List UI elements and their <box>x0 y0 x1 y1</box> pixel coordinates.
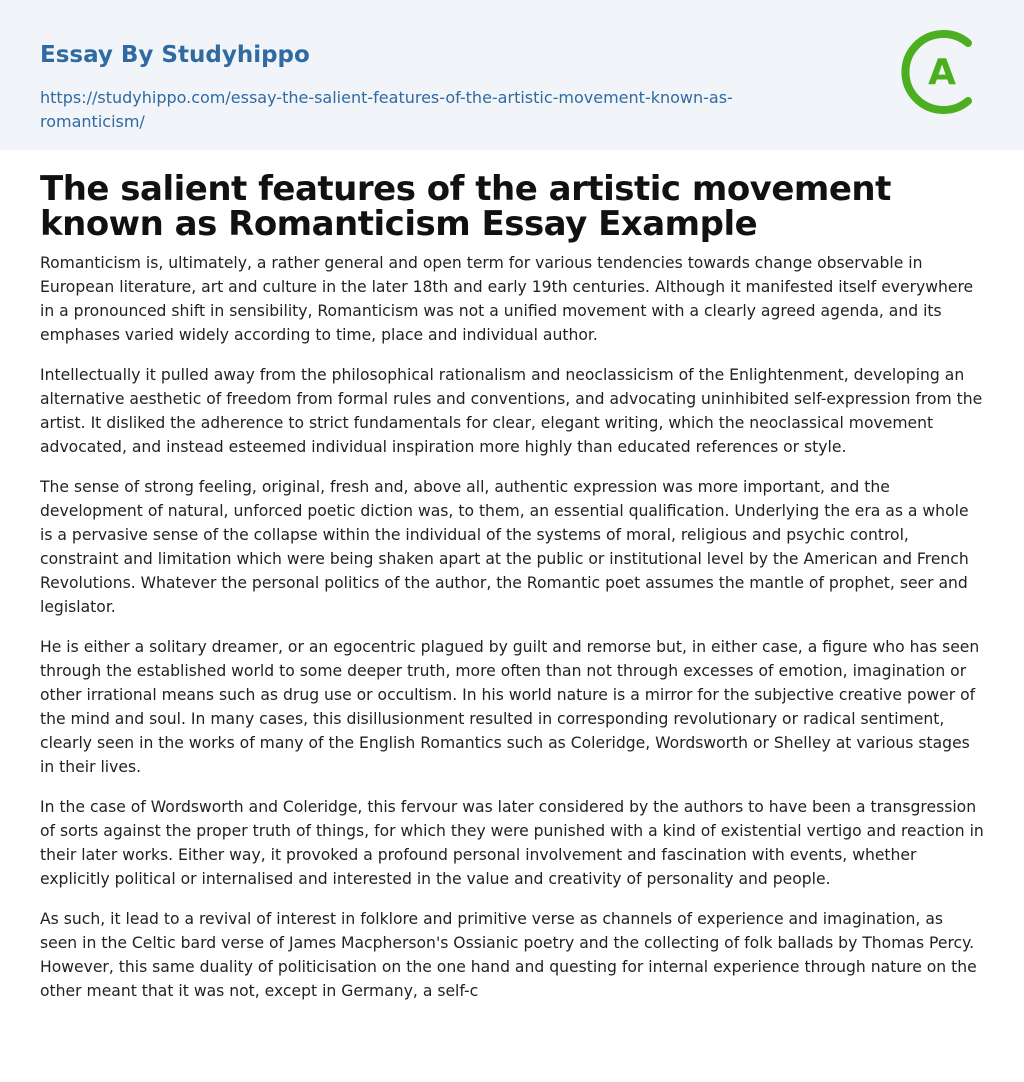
article-paragraph: As such, it lead to a revival of interest in folklore and primitive verse as channels of experience and imagination, as seen in the Celtic bard verse of James Macpherson's Ossianic poetry and the collecting of folk ballads by Thomas Percy. However, this same duality of politicisation on the one hand and questing for internal experience through nature on the other meant that it was not, except in Germany, a self-c <box>40 910 977 1000</box>
article-paragraph: The sense of strong feeling, original, fresh and, above all, authentic expression was more important, and the development of natural, unforced poetic diction was, to them, an essential qualification. Underlying the era as a whole is a pervasive sense of the collapse within the individual of the systems of moral, religious and psychic control, constraint and limitation which were being shaken apart at the public or institutional level by the American and French Revolutions. Whatever the personal politics of the author, the Romantic poet assumes the mantle of prophet, seer and legislator. <box>40 478 969 616</box>
article-title: The salient features of the artistic movement known as Romanticism Essay Example <box>40 169 891 244</box>
site-header <box>0 0 1024 150</box>
article-url-link[interactable]: https://studyhippo.com/essay-the-salient-features-of-the-artistic-movement-known-as-romanticism/ <box>40 88 733 131</box>
article-paragraph: He is either a solitary dreamer, or an egocentric plagued by guilt and remorse but, in either case, a figure who has seen through the established world to some deeper truth, more often than not through excesses of emotion, imagination or other irrational means such as drug use or occultism. In his world nature is a mirror for the subjective creative power of the mind and soul. In many cases, this disillusionment resulted in corresponding revolutionary or radical sentiment, clearly seen in the works of many of the English Romantics such as Coleridge, Wordsworth or Shelley at various stages in their lives. <box>40 638 980 776</box>
article-paragraph: In the case of Wordsworth and Coleridge, this fervour was later considered by the authors to have been a transgression of sorts against the proper truth of things, for which they were punished with a kind of existential vertigo and reaction in their later works. Either way, it provoked a profound personal involvement and fascination with events, whether explicitly political or internalised and interested in the value and creativity of personality and people. <box>40 798 984 888</box>
studyhippo-logo-icon[interactable] <box>898 28 986 116</box>
article-paragraph: Romanticism is, ultimately, a rather general and open term for various tendencies towards change observable in European literature, art and culture in the later 18th and early 19th centuries. Although it manifested itself everywhere in a pronounced shift in sensibility, Romanticism was not a unified movement with a clearly agreed agenda, and its emphases varied widely according to time, place and individual author. <box>40 254 974 344</box>
article <box>0 150 1024 1003</box>
logo-letter: A <box>928 52 956 93</box>
article-paragraph: Intellectually it pulled away from the philosophical rationalism and neoclassicism of the Enlightenment, developing an alternative aesthetic of freedom from formal rules and conventions, and advocating uninhibited self-expression from the artist. It disliked the adherence to strict fundamentals for clear, elegant writing, which the neoclassical movement advocated, and instead esteemed individual inspiration more highly than educated references or style. <box>40 366 983 456</box>
site-brand[interactable]: Essay By Studyhippo <box>40 42 310 68</box>
